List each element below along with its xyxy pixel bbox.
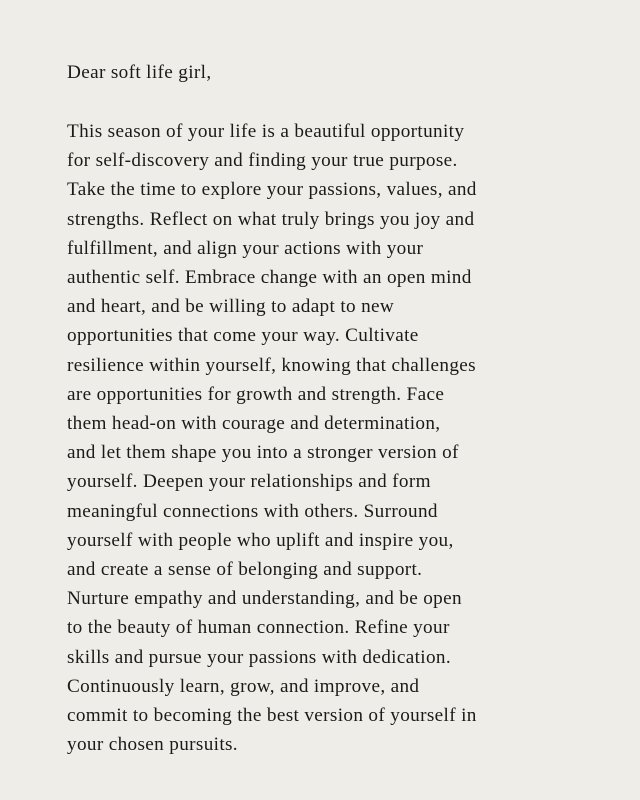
letter-line: and create a sense of belonging and support. — [67, 559, 423, 581]
letter-line: for self-discovery and finding your true purpose. — [67, 150, 458, 172]
letter-line: Nurture empathy and understanding, and be open — [67, 588, 462, 610]
letter-line: Take the time to explore your passions, values, and — [67, 179, 477, 201]
letter-line: This season of your life is a beautiful opportunity — [67, 121, 465, 142]
letter-line: skills and pursue your passions with dedication. — [67, 646, 451, 668]
letter-line: meaningful connections with others. Surround — [67, 500, 438, 522]
letter-line: your chosen pursuits. — [67, 734, 238, 756]
letter-line: authentic self. Embrace change with an open mind — [67, 267, 472, 289]
letter-line: fulfillment, and align your actions with your — [67, 237, 424, 259]
letter-body — [67, 117, 587, 759]
letter-line: to the beauty of human connection. Refine your — [67, 617, 450, 639]
letter-line: opportunities that come your way. Cultivate — [67, 325, 419, 347]
letter-greeting: Dear soft life girl, — [67, 62, 212, 83]
letter — [67, 58, 587, 759]
letter-line: commit to becoming the best version of yourself in — [67, 705, 477, 727]
letter-line: are opportunities for growth and strength. Face — [67, 383, 445, 405]
letter-line: and let them shape you into a stronger version of — [67, 442, 459, 464]
letter-line: and heart, and be willing to adapt to new — [67, 296, 395, 318]
letter-line: them head-on with courage and determination, — [67, 413, 441, 435]
letter-line: resilience within yourself, knowing that challenges — [67, 354, 476, 376]
letter-line: yourself. Deepen your relationships and form — [67, 471, 431, 493]
letter-line: yourself with people who uplift and inspire you, — [67, 529, 454, 551]
letter-line: Continuously learn, grow, and improve, and — [67, 675, 420, 697]
letter-line: strengths. Reflect on what truly brings you joy and — [67, 208, 475, 230]
